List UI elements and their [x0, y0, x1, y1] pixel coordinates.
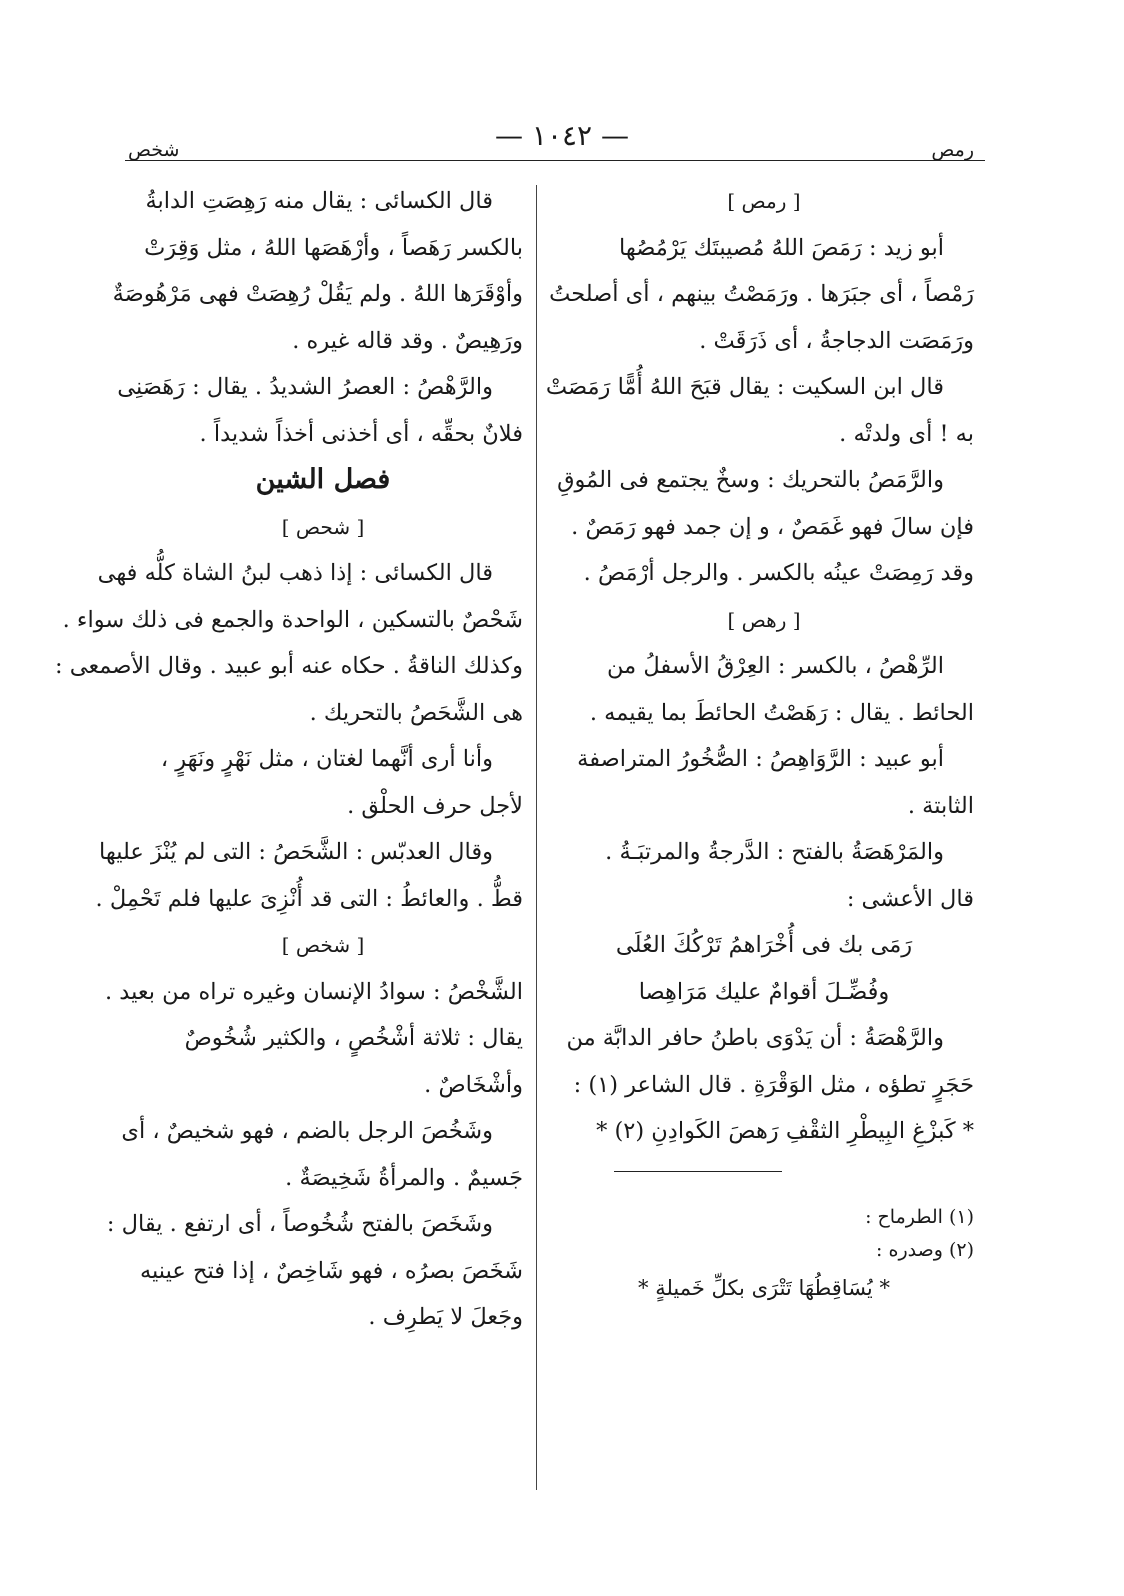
entry-heading-rms: [ رمص ]	[727, 189, 801, 213]
text-line: لأجل حرف الحلْق .	[347, 792, 523, 819]
text-line: الرِّهْصُ ، بالكسر : العِرْقُ الأسفلُ من	[607, 653, 944, 679]
footnote-verse: * يُسَاقِطُهَا تَتْرَى بكلِّ خَميلةٍ *	[638, 1276, 890, 1300]
right-column	[545, 178, 974, 1309]
text-line: حَجَرٍ تطؤه ، مثل الوَقْرَةِ . قال الشاعر (١) :	[573, 1071, 974, 1098]
entry-heading-shkhs: [ شخص ]	[281, 933, 365, 957]
footnote-rule	[554, 1155, 974, 1202]
verse-line: * كَبزْغِ البِيطْرِ الثقْفِ رَهصَ الكَوادِنِ (٢) *	[596, 1118, 974, 1144]
text-line: الثابتة .	[907, 792, 974, 819]
text-line: وأوْقَرَها اللهُ . ولم يَقُلْ رُهِصَتْ فهى مَرْهُوصَةٌ	[112, 281, 523, 307]
verse-line: وفُضِّـلَ أقوامٌ عليك مَرَاهِصا	[638, 978, 890, 1005]
footnote: (١) الطرماح :	[865, 1206, 974, 1228]
text-line: فإن سالَ فهو غَمَصٌ ، و إن جمد فهو رَمَصٌ .	[571, 513, 974, 540]
entry-heading-rhs: [ رهص ]	[727, 607, 801, 632]
text-line: جَسيمٌ . والمرأةُ شَخِيصَةٌ .	[285, 1164, 523, 1191]
text-line: وكذلك الناقةُ . حكاه عنه أبو عبيد . وقال الأصمعى :	[54, 653, 523, 679]
text-line: ورَمَصَت الدجاجةُ ، أى ذَرَقَتْ .	[699, 327, 974, 354]
text-line: وجَعلَ لا يَطرِف .	[368, 1304, 523, 1330]
text-line: والرَّمَصُ بالتحريك : وسخٌ يجتمع فى المُوقِ	[557, 467, 944, 493]
text-line: الحائط . يقال : رَهَصْتُ الحائطَ بما يقيمه .	[589, 699, 974, 726]
text-line: قال الكسائى : إذا ذهب لبنُ الشاة كلُّه فهى	[97, 560, 493, 586]
verse-line: رَمَى بك فى أُخْرَاهمُ تَرْكُكَ العُلَى	[615, 932, 913, 958]
left-column	[54, 178, 523, 1341]
text-line: وقد رَمِصَتْ عينُه بالكسر . والرجل أرْمَصُ .	[583, 560, 974, 586]
text-line: قال الأعشى :	[846, 885, 974, 912]
text-line: والمَرْهَصَةُ بالفتح : الدَّرجةُ والمرتبَـةُ .	[605, 839, 944, 865]
page-number: — ١٠٤٢ —	[495, 119, 629, 152]
text-line: والرَّهْصَةُ : أن يَدْوَى باطنُ حافر الدابَّة من	[566, 1025, 944, 1051]
text-line: وشَخَصَ بالفتح شُخُوصاً ، أى ارتفع . يقال :	[106, 1211, 493, 1237]
text-line: يقال : ثلاثة أشْخُصٍ ، والكثير شُخُوصٌ	[184, 1025, 523, 1051]
header-right-word: رمص	[931, 139, 974, 161]
text-line: فلانٌ بحقِّه ، أى أخذنى أخذاً شديداً .	[199, 420, 523, 447]
text-line: به ! أى ولدتْه .	[839, 420, 974, 447]
entry-heading-shhs: [ شحص ]	[281, 514, 365, 539]
header-left-word: شخص	[128, 139, 180, 161]
text-line: بالكسر رَهَصاً ، وأرْهَصَها اللهُ ، مثل وَقِرَتْ	[144, 234, 523, 261]
text-line: قال الكسائى : يقال منه رَهِصَتِ الدابةُ	[145, 188, 493, 214]
text-line: أبو زيد : رَمَصَ اللهُ مُصيبتَك يَرْمُصُها	[618, 234, 944, 261]
text-line: وأنا أرى أنَّهما لغتان ، مثل نَهْرٍ ونَهَرٍ ،	[160, 746, 493, 772]
text-line: والرَّهْصُ : العصرُ الشديدُ . يقال : رَهَصَنِى	[117, 374, 493, 400]
text-line: أبو عبيد : الرَّوَاهِصُ : الصُّخُورُ المتراصفة	[577, 746, 944, 772]
text-line: وقال العدبّس : الشَّحَصُ : التى لم يُنْزَ عليها	[98, 839, 493, 865]
text-line: وأشْخَاصٌ .	[424, 1071, 523, 1098]
text-line: شَخَصَ بصرُه ، فهو شَاخِصٌ ، إذا فتح عينيه	[139, 1257, 523, 1284]
column-divider	[536, 185, 537, 1490]
section-heading: فصل الشين	[255, 464, 391, 495]
text-line: هى الشَّحَصُ بالتحريك .	[309, 699, 523, 726]
text-line: الشَّخْصُ : سوادُ الإنسان وغيره تراه من بعيد .	[105, 978, 523, 1005]
text-line: رَمْصاً ، أى جبَرَها . ورَمَصْتُ بينهم ، أى أصلحتُ	[549, 281, 974, 307]
header-rule	[125, 160, 985, 161]
text-line: وشَخُصَ الرجل بالضم ، فهو شخيصٌ ، أى	[121, 1118, 493, 1144]
text-line: قال ابن السكيت : يقال قبَحَ اللهُ أُمًّا رَمَصَتْ	[545, 374, 944, 400]
text-line: قطُّ . والعائطُ : التى قد أُنْزِىَ عليها فلم تَحْمِلْ .	[95, 885, 523, 912]
footnote: (٢) وصدره :	[876, 1239, 974, 1261]
text-line: شَحْصٌ بالتسكين ، الواحدة والجمع فى ذلك سواء .	[62, 606, 523, 633]
text-line: ورَهِيصٌ . وقد قاله غيره .	[292, 327, 523, 354]
